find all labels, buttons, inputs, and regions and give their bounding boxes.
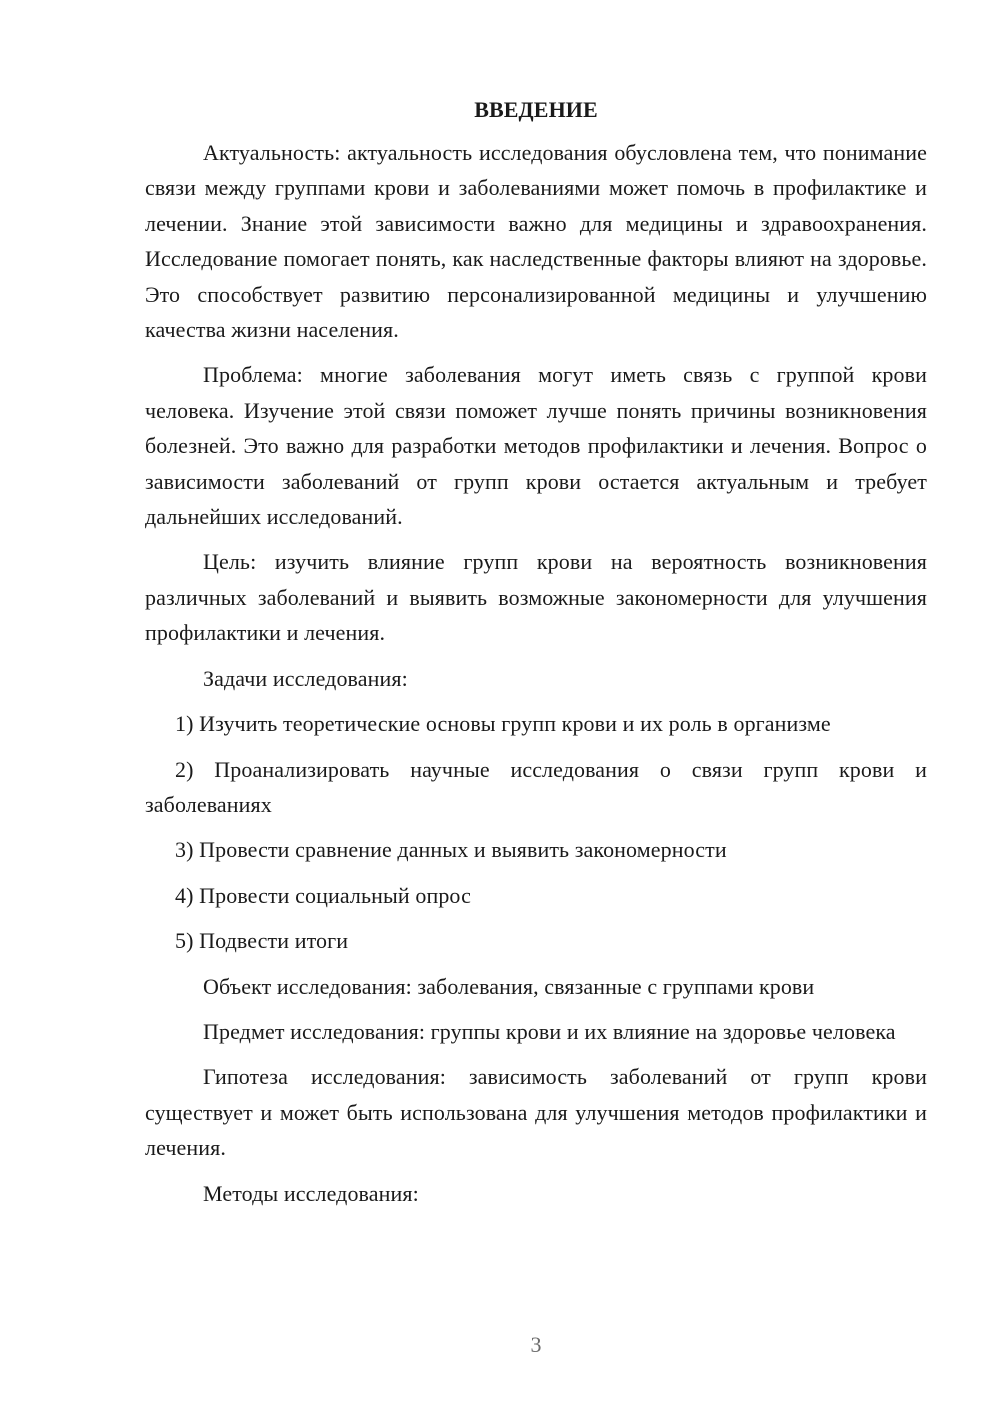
hypothesis-paragraph: Гипотеза исследования: зависимость заболеваний от групп крови существует и может быть использована для улучшения методов профилактики и лечения.	[145, 1064, 927, 1161]
page-number: 3	[530, 1332, 542, 1357]
task-item-3: 3) Провести сравнение данных и выявить закономерности	[175, 837, 727, 863]
task-item-2: 2) Проанализировать научные исследования о связи групп крови и заболеваниях	[145, 756, 927, 817]
tasks-title: Задачи исследования:	[203, 665, 408, 691]
task-item-5: 5) Подвести итоги	[175, 928, 349, 954]
section-heading: ВВЕДЕНИЕ	[474, 97, 598, 122]
methods-title: Методы исследования:	[203, 1180, 419, 1206]
goal-paragraph: Цель: изучить влияние групп крови на вероятность возникновения различных заболеваний и выявить возможные закономерности для улучшения профилактики и лечения.	[145, 549, 927, 646]
subject-paragraph: Предмет исследования: группы крови и их влияние на здоровье человека	[203, 1018, 896, 1044]
problem-paragraph: Проблема: многие заболевания могут иметь связь с группой крови человека. Изучение этой связи поможет лучше понять причины возникновения болезней. Это важно для разработки методов профилактики и лечения. Вопрос о зависимости заболеваний от групп крови остается актуальным и требует дальнейших исследований.	[145, 362, 927, 530]
task-item-4: 4) Провести социальный опрос	[175, 882, 471, 908]
task-item-1: 1) Изучить теоретические основы групп крови и их роль в организме	[175, 711, 831, 737]
object-paragraph: Объект исследования: заболевания, связанные с группами крови	[203, 973, 815, 999]
page-content	[145, 95, 927, 1221]
relevance-paragraph: Актуальность: актуальность исследования обусловлена тем, что понимание связи между группами крови и заболеваниями может помочь в профилактике и лечении. Знание этой зависимости важно для медицины и здравоохранения. Исследование помогает понять, как наследственные факторы влияют на здоровье. Это способствует развитию персонализированной медицины и улучшению качества жизни населения.	[145, 140, 927, 343]
